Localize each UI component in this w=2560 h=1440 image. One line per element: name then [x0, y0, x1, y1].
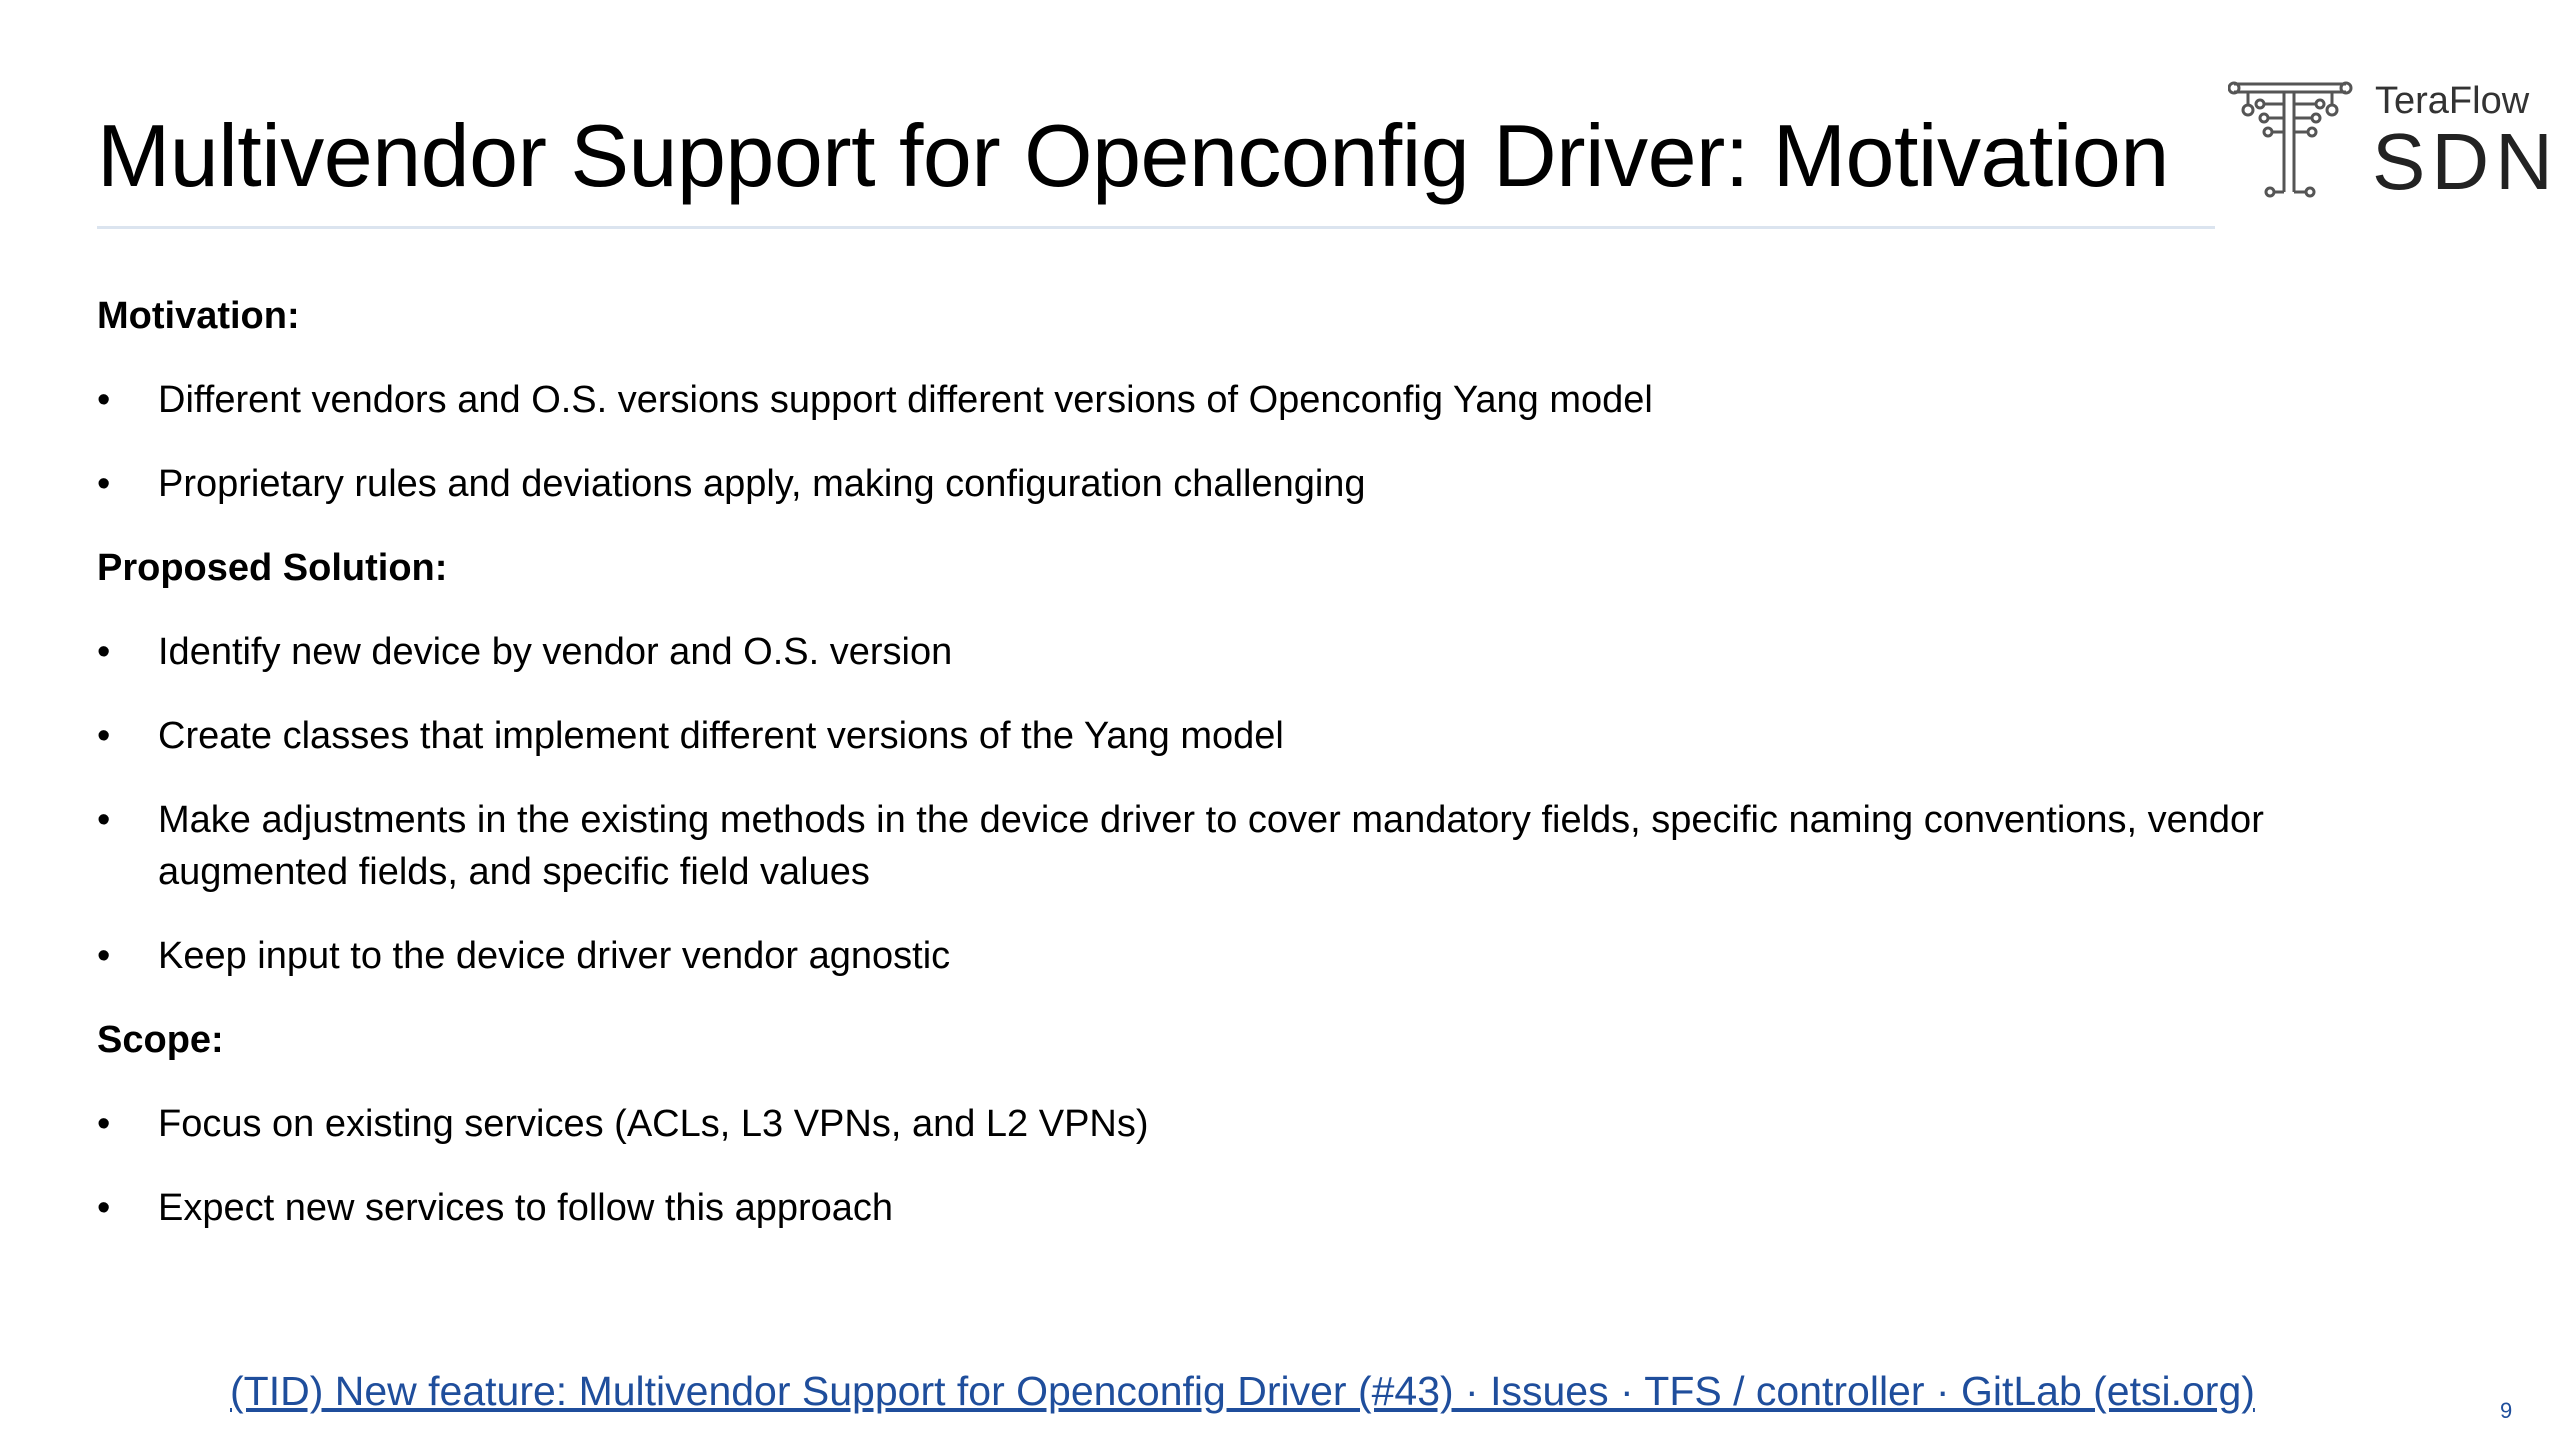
bullet-icon: • [97, 1187, 111, 1229]
bullet-icon: • [97, 935, 111, 977]
bullet-text: Keep input to the device driver vendor agnostic [158, 935, 951, 977]
bullet-text: Expect new services to follow this approach [158, 1187, 894, 1229]
gitlab-issue-link[interactable]: (TID) New feature: Multivendor Support for Openconfig Driver (#43) · Issues · TFS / controller · GitLab (etsi.org) [230, 1368, 2255, 1414]
bullet-icon: • [97, 715, 111, 757]
bullet-item [97, 710, 2397, 762]
slide-title: Multivendor Support for Openconfig Driver: Motivation [97, 106, 2169, 205]
bullet-icon: • [97, 631, 111, 673]
bullet-icon: • [97, 799, 111, 841]
bullet-icon: • [97, 1103, 111, 1145]
page-number: 9 [2500, 1398, 2513, 1423]
bullet-icon: • [97, 379, 111, 421]
teraflow-t-icon [2228, 74, 2358, 204]
bullet-text: Focus on existing services (ACLs, L3 VPNs, and L2 VPNs) [158, 1103, 1149, 1145]
title-divider [97, 226, 2215, 229]
logo-text-teraflow: TeraFlow [2375, 80, 2530, 122]
logo-text-sdn: SDN [2372, 117, 2559, 206]
bullet-item [97, 1182, 2397, 1234]
bullet-item [97, 458, 2397, 510]
bullet-icon: • [97, 463, 111, 505]
bullet-item [97, 930, 2397, 982]
slide-body [97, 290, 2397, 1266]
bullet-item [97, 1098, 2397, 1150]
bullet-text: Identify new device by vendor and O.S. version [158, 631, 953, 673]
bullet-text: Create classes that implement different versions of the Yang model [158, 715, 1284, 757]
bullet-text: Proprietary rules and deviations apply, making configuration challenging [158, 463, 1366, 505]
section-heading-motivation: Motivation: [97, 295, 300, 337]
bullet-text: Make adjustments in the existing methods in the device driver to cover mandatory fields, specific naming conventions, vendor augmented fields, and specific field values [158, 799, 2264, 893]
bullet-text: Different vendors and O.S. versions support different versions of Openconfig Yang model [158, 379, 1653, 421]
section-heading-proposed-solution: Proposed Solution: [97, 547, 448, 589]
bullet-item [97, 374, 2397, 426]
section-heading-scope: Scope: [97, 1019, 224, 1061]
teraflow-logo [2228, 74, 2559, 206]
bullet-item [97, 794, 2397, 898]
bullet-item [97, 626, 2397, 678]
